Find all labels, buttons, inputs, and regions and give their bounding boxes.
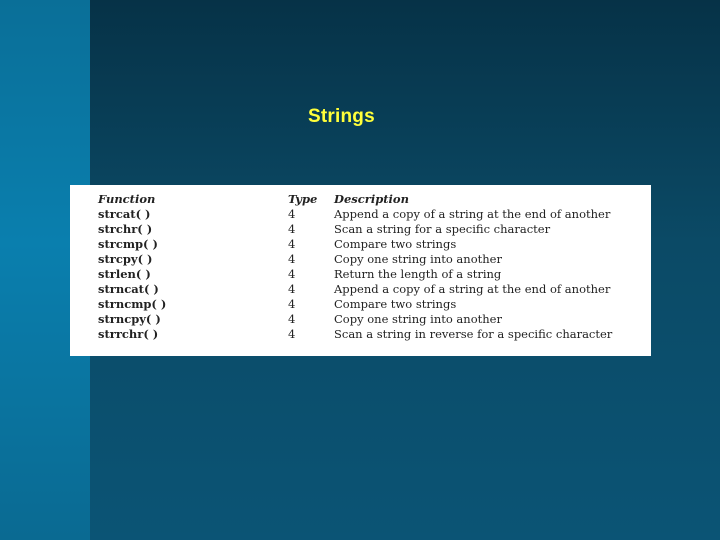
header-description: Description (334, 192, 409, 206)
table-row (98, 267, 634, 282)
cell-description: Scan a string for a specific character (334, 222, 551, 236)
cell-type: 4 (288, 252, 296, 266)
cell-type: 4 (288, 282, 296, 296)
cell-function: strlen( ) (98, 267, 151, 281)
cell-description: Return the length of a string (334, 267, 502, 281)
cell-function: strncpy( ) (98, 312, 161, 326)
table-row (98, 327, 634, 342)
cell-type: 4 (288, 267, 296, 281)
table-row (98, 282, 634, 297)
cell-description: Scan a string in reverse for a specific character (334, 327, 613, 341)
cell-type: 4 (288, 312, 296, 326)
cell-function: strchr( ) (98, 222, 153, 236)
table-row (98, 207, 634, 222)
function-table (98, 192, 634, 342)
table-row (98, 297, 634, 312)
cell-function: strcpy( ) (98, 252, 153, 266)
cell-function: strncat( ) (98, 282, 159, 296)
table-row (98, 312, 634, 327)
function-table-panel (70, 185, 651, 356)
cell-description: Compare two strings (334, 237, 457, 251)
cell-function: strcat( ) (98, 207, 151, 221)
cell-function: strncmp( ) (98, 297, 167, 311)
table-header-row (98, 192, 634, 207)
header-function: Function (98, 192, 156, 206)
cell-function: strcmp( ) (98, 237, 158, 251)
cell-type: 4 (288, 297, 296, 311)
cell-description: Copy one string into another (334, 252, 502, 266)
cell-type: 4 (288, 207, 296, 221)
table-row (98, 222, 634, 237)
table-row (98, 237, 634, 252)
cell-type: 4 (288, 237, 296, 251)
cell-description: Append a copy of a string at the end of another (334, 207, 611, 221)
cell-type: 4 (288, 222, 296, 236)
cell-function: strrchr( ) (98, 327, 159, 341)
table-row (98, 252, 634, 267)
header-type: Type (288, 192, 318, 206)
cell-description: Copy one string into another (334, 312, 502, 326)
cell-description: Compare two strings (334, 297, 457, 311)
cell-type: 4 (288, 327, 296, 341)
slide-title: Strings (308, 106, 375, 127)
cell-description: Append a copy of a string at the end of another (334, 282, 611, 296)
